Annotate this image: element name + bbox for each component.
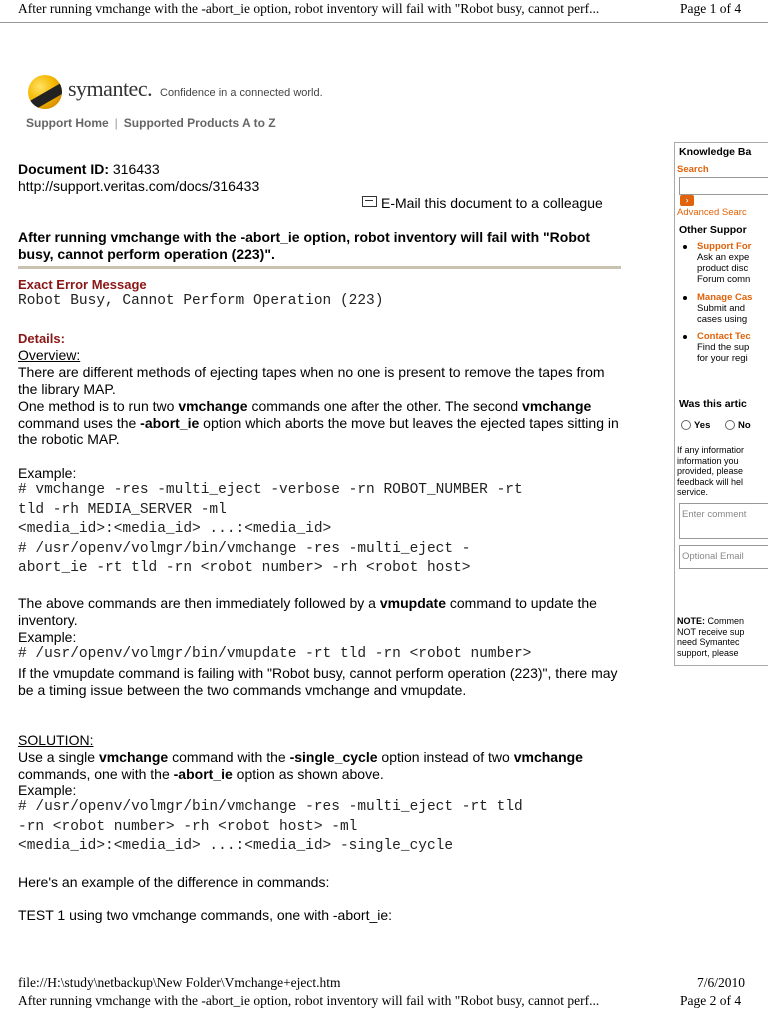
kb-search-input[interactable] <box>679 177 768 195</box>
feedback-title: Was this artic <box>679 398 747 410</box>
difference-paragraph: Here's an example of the difference in commands: <box>18 874 330 890</box>
solution-paragraph: Use a single vmchange command with the -single_cycle option instead of two vmchange commands, one with the -abort_ie option as shown above. <box>18 749 583 782</box>
bullet-icon <box>683 335 687 339</box>
envelope-icon <box>362 196 377 207</box>
example-label-3: Example: <box>18 782 77 798</box>
support-forums-desc: product disc <box>697 263 749 274</box>
details-paragraph-2: One method is to run two vmchange commands one after the other. The second vmchange command uses the -abort_ie option which aborts the move but leaves the ejected tapes sitting in the robotic MAP. <box>18 398 619 447</box>
example-label-1: Example: <box>18 465 77 481</box>
code-block-3: # /usr/openv/volmgr/bin/vmchange -res -multi_eject -rt tld -rn <robot number> -rh <robot host> -ml <media_id>:<media_id> ...:<media_id> -single_cycle <box>18 799 523 854</box>
nav-support-home[interactable]: Support Home <box>26 116 109 130</box>
document-url[interactable]: http://support.veritas.com/docs/316433 <box>18 178 260 194</box>
manage-cases-link[interactable]: Manage Cas <box>697 292 753 303</box>
nav-separator: | <box>114 116 118 130</box>
feedback-yes-radio[interactable]: Yes <box>681 420 710 431</box>
kb-title: Knowledge Ba <box>679 146 752 158</box>
manage-cases-desc: Submit and <box>697 303 746 314</box>
feedback-no-radio[interactable]: No <box>725 420 751 431</box>
print-header-title: After running vmchange with the -abort_ie option, robot inventory will fail with "Robot busy, cannot perf... <box>18 1 600 16</box>
nav-products-a-z[interactable]: Supported Products A to Z <box>123 116 276 130</box>
document-id-value: 316433 <box>112 161 160 177</box>
knowledge-base-sidebar <box>674 142 768 666</box>
support-forums-link[interactable]: Support For <box>697 241 752 252</box>
exact-error-message: Robot Busy, Cannot Perform Operation (223) <box>18 293 384 309</box>
comment-placeholder: Enter comment <box>682 509 747 520</box>
manage-cases-desc: cases using <box>697 314 748 325</box>
exact-error-heading: Exact Error Message <box>18 277 147 292</box>
document-id-label: Document ID: <box>18 161 109 177</box>
note-text: NOTE: Commen NOT receive sup need Symantec support, please <box>677 616 745 658</box>
details-paragraph-3: The above commands are then immediately followed by a vmupdate command to update the inventory. <box>18 595 597 628</box>
details-paragraph-1: There are different methods of ejecting tapes when no one is present to remove the tapes from the library MAP. <box>18 364 605 397</box>
contact-tech-desc: Find the sup <box>697 342 750 353</box>
example-label-2: Example: <box>18 629 77 645</box>
bullet-icon <box>683 245 687 249</box>
next-page-header-page: Page 2 of 4 <box>680 993 742 1008</box>
advanced-search-link[interactable]: Advanced Searc <box>677 207 747 218</box>
top-nav <box>26 116 276 130</box>
bullet-icon <box>683 296 687 300</box>
details-paragraph-4: If the vmupdate command is failing with "Robot busy, cannot perform operation (223)", there may be a timing issue between the two commands vmchange and vmupdate. <box>18 665 618 698</box>
radio-icon <box>725 420 735 430</box>
email-link-label: E-Mail this document to a colleague <box>381 195 603 211</box>
document-id <box>18 161 160 177</box>
code-block-2: # /usr/openv/volmgr/bin/vmupdate -rt tld -rn <robot number> <box>18 646 532 662</box>
print-header-page: Page 1 of 4 <box>680 1 742 16</box>
radio-icon <box>681 420 691 430</box>
symantec-logo-icon <box>28 75 62 109</box>
logo-wordmark: symantec. <box>68 76 153 101</box>
test1-paragraph: TEST 1 using two vmchange commands, one with -abort_ie: <box>18 907 393 923</box>
overview-heading: Overview: <box>18 347 81 363</box>
email-placeholder: Optional Email <box>682 551 744 562</box>
footer-date: 7/6/2010 <box>697 975 746 990</box>
email-colleague-link[interactable] <box>362 195 603 211</box>
next-page-header-title: After running vmchange with the -abort_ie option, robot inventory will fail with "Robot busy, cannot perf... <box>18 993 600 1008</box>
feedback-text: If any informatior information you provided, please feedback will hel service. <box>677 445 745 497</box>
feedback-comment-textarea[interactable] <box>679 503 768 539</box>
support-forums-desc: Forum comn <box>697 274 751 285</box>
title-divider <box>18 266 621 269</box>
footer-file-path: file://H:\study\netbackup\New Folder\Vmchange+eject.htm <box>18 975 341 990</box>
contact-tech-link[interactable]: Contact Tec <box>697 331 751 342</box>
details-heading: Details: <box>18 331 65 346</box>
solution-heading: SOLUTION: <box>18 732 94 748</box>
search-go-button[interactable]: › <box>680 195 694 206</box>
feedback-email-input[interactable] <box>679 545 768 569</box>
search-label: Search <box>677 164 709 175</box>
document-title: After running vmchange with the -abort_ie option, robot inventory will fail with "Robot busy, cannot perform operation (223)". <box>18 229 591 262</box>
contact-tech-desc: for your regi <box>697 353 748 364</box>
header-divider <box>0 22 768 23</box>
code-block-1: # vmchange -res -multi_eject -verbose -rn ROBOT_NUMBER -rt tld -rh MEDIA_SERVER -ml <media_id>:<media_id> ...:<media_id> # /usr/openv/volmgr/bin/vmchange -res -multi_eject - abort_ie -rt tld -rn <robot number> -rh <robot host> <box>18 482 523 576</box>
support-forums-desc: Ask an expe <box>697 252 750 263</box>
tagline: Confidence in a connected world. <box>160 87 323 99</box>
other-support-title: Other Suppor <box>679 224 747 236</box>
